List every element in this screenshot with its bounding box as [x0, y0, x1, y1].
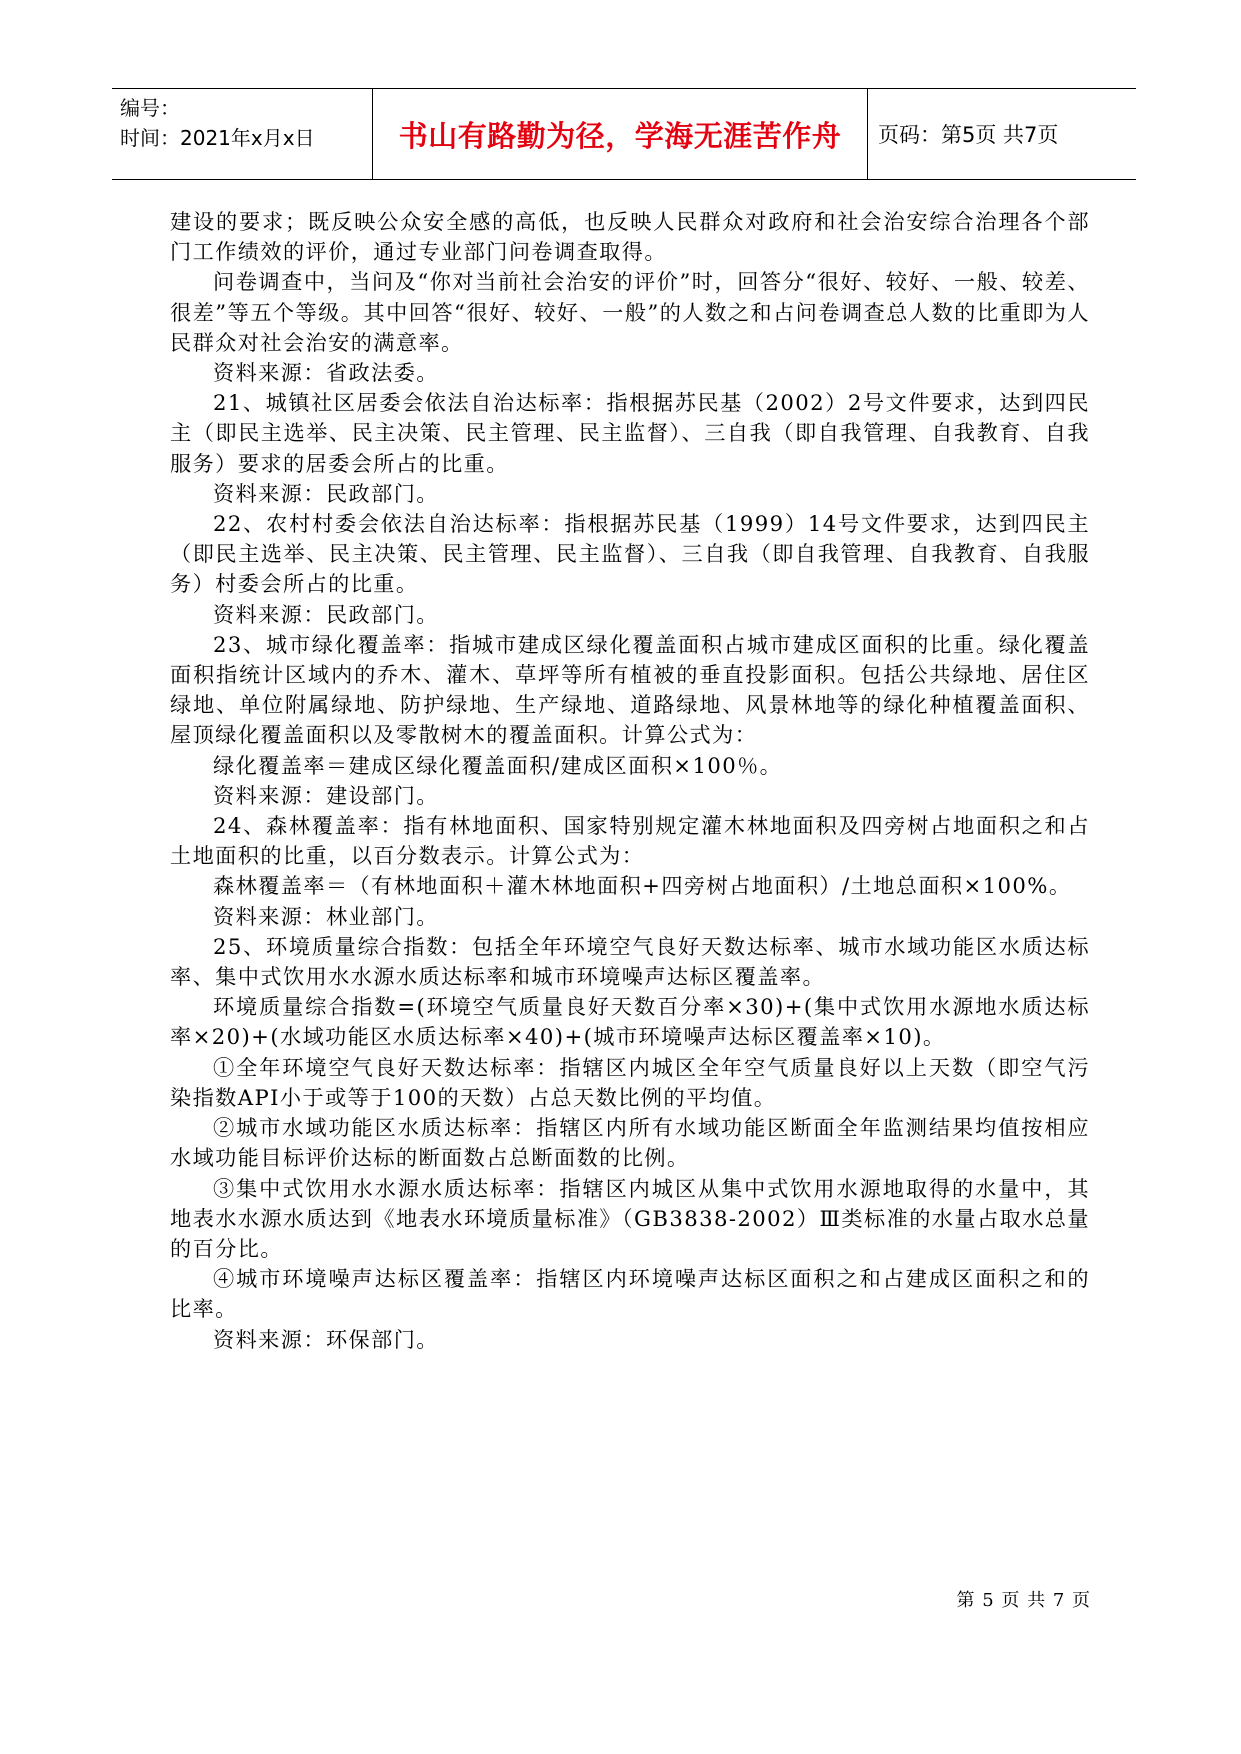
paragraph: 24、森林覆盖率：指有林地面积、国家特别规定灌木林地面积及四旁树占地面积之和占土地面积的比重，以百分数表示。计算公式为：: [170, 813, 1090, 869]
paragraph: 资料来源：省政法委。: [213, 360, 439, 386]
paragraph: 21、城镇社区居委会依法自治达标率：指根据苏民基（2002）2号文件要求，达到四民主（即民主选举、民主决策、民主管理、民主监督）、三自我（即自我管理、自我教育、自我服务）要求的居委会所占的比重。: [170, 390, 1090, 476]
paragraph: 资料来源：建设部门。: [213, 782, 439, 808]
page-footer: 第 5 页 共 7 页: [956, 1590, 1091, 1611]
paragraph: 问卷调查中，当问及“你对当前社会治安的评价”时，回答分“很好、较好、一般、较差、很差”等五个等级。其中回答“很好、较好、一般”的人数之和占问卷调查总人数的比重即为人民群众对社会治安的满意率。: [170, 269, 1090, 355]
page-indicator: 页码：第5页 共7页: [878, 123, 1059, 147]
paragraph: ①全年环境空气良好天数达标率：指辖区内城区全年空气质量良好以上天数（即空气污染指数API小于或等于100的天数）占总天数比例的平均值。: [170, 1054, 1090, 1110]
paragraph: 资料来源：民政部门。: [213, 480, 439, 506]
paragraph: 建设的要求；既反映公众安全感的高低，也反映人民群众对政府和社会治安综合治理各个部门工作绩效的评价，通过专业部门问卷调查取得。: [170, 209, 1090, 265]
paragraph: 资料来源：民政部门。: [213, 601, 439, 627]
page-header: [112, 88, 1136, 180]
paragraph: 资料来源：环保部门。: [213, 1326, 439, 1352]
paragraph: 22、农村村委会依法自治达标率：指根据苏民基（1999）14号文件要求，达到四民主（即民主选举、民主决策、民主管理、民主监督）、三自我（即自我管理、自我教育、自我服务）村委会所占的比重。: [170, 511, 1090, 597]
time-label: 时间：2021年x月x日: [120, 126, 315, 150]
paragraph: 25、环境质量综合指数：包括全年环境空气良好天数达标率、城市水域功能区水质达标率、集中式饮用水水源水质达标率和城市环境噪声达标区覆盖率。: [170, 933, 1090, 990]
paragraph: ④城市环境噪声达标区覆盖率：指辖区内环境噪声达标区面积之和占建成区面积之和的比率。: [170, 1266, 1090, 1322]
document-body: [170, 207, 1090, 1355]
motto-title: 书山有路勤为径，学海无涯苦作舟: [372, 89, 868, 179]
paragraph: 环境质量综合指数=(环境空气质量良好天数百分率×30)+(集中式饮用水源地水质达标率×20)+(水域功能区水质达标率×40)+(城市环境噪声达标区覆盖率×10)。: [170, 994, 1090, 1050]
paragraph: 23、城市绿化覆盖率：指城市建成区绿化覆盖面积占城市建成区面积的比重。绿化覆盖面积指统计区域内的乔木、灌木、草坪等所有植被的垂直投影面积。包括公共绿地、居住区绿地、单位附属绿地、防护绿地、生产绿地、道路绿地、风景林地等的绿化种植覆盖面积、屋顶绿化覆盖面积以及零散树木的覆盖面积。计算公式为：: [170, 631, 1090, 748]
paragraph: 绿化覆盖率＝建成区绿化覆盖面积/建成区面积×100％。: [213, 752, 783, 778]
paragraph: 森林覆盖率＝（有林地面积＋灌木林地面积+四旁树占地面积）/土地总面积×100%。: [213, 873, 1072, 899]
number-label: 编号：: [120, 96, 180, 120]
paragraph: 资料来源：林业部门。: [213, 903, 439, 929]
paragraph: ②城市水域功能区水质达标率：指辖区内所有水域功能区断面全年监测结果均值按相应水域功能目标评价达标的断面数占总断面数的比例。: [170, 1115, 1090, 1171]
paragraph: ③集中式饮用水水源水质达标率：指辖区内城区从集中式饮用水源地取得的水量中，其地表水水源水质达到《地表水环境质量标准》（GB3838-2002）Ⅲ类标准的水量占取水总量的百分比。: [170, 1175, 1090, 1261]
header-meta: [120, 93, 380, 153]
